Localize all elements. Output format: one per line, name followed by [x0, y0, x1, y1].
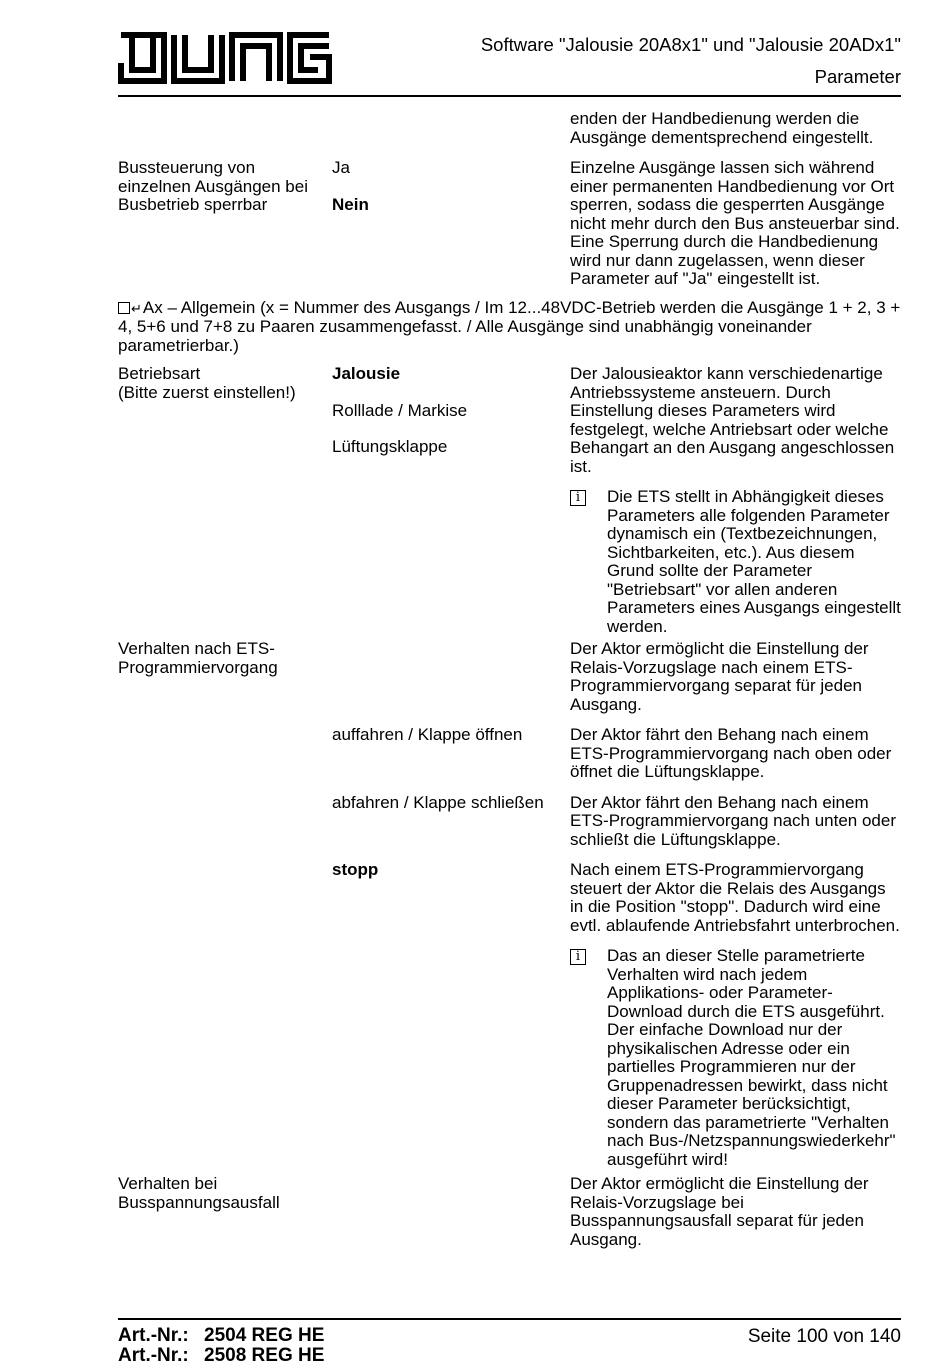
- article-numbers: Art.-Nr.: 2504 REG HE Art.-Nr.: 2508 REG HE: [118, 1325, 325, 1366]
- mode-options: [332, 365, 570, 636]
- busfail-desc: Der Aktor ermöglicht die Einstellung der Relais-Vorzugslage bei Busspannungsausfall separat für jeden Ausgang.: [570, 1174, 869, 1249]
- ets-option-row-3: [118, 861, 901, 1169]
- article-number-1: 2504 REG HE: [204, 1325, 325, 1346]
- parameter-table: [118, 110, 901, 1249]
- mode-note-text: Die ETS stellt in Abhängigkeit dieses Parameters alle folgenden Parameter dynamisch ein (Textbezeichnungen, Sichtbarkeiten, etc.). Aus diesem Grund sollte der Parameter "Betriebsart" vor allen anderen Parameters eines Ausgangs eingestellt werden.: [607, 487, 901, 636]
- info-icon: i: [570, 490, 586, 506]
- busfail-param: Verhalten bei Busspannungsausfall: [118, 1174, 280, 1212]
- ets-note: [570, 947, 901, 1169]
- bus-lock-row: [118, 159, 901, 289]
- busfail-row: [118, 1175, 901, 1249]
- option-abfahren-desc: Der Aktor fährt den Behang nach einem ETS-Programmiervorgang nach unten oder schließt die Lüftungsklappe.: [570, 792, 896, 849]
- mode-param: Betriebsart (Bitte zuerst einstellen!): [118, 364, 296, 402]
- bus-lock-param: Bussteuerung von einzelnen Ausgängen bei Busbetrieb sperrbar: [118, 158, 308, 214]
- option-auffahren-desc: Der Aktor fährt den Behang nach einem ETS-Programmiervorgang nach oben oder öffnet die Lüftungsklappe.: [570, 725, 892, 781]
- ets-param: Verhalten nach ETS-Programmiervorgang: [118, 639, 278, 677]
- option-rolllade: Rolllade / Markise: [332, 400, 468, 420]
- article-number-2: 2508 REG HE: [204, 1345, 325, 1366]
- option-auffahren: auffahren / Klappe öffnen: [332, 725, 523, 744]
- footer-divider: [118, 1318, 901, 1320]
- ets-option-row-2: [118, 794, 901, 850]
- page-number: Seite 100 von 140: [747, 1326, 901, 1347]
- ets-option-row-1: [118, 726, 901, 782]
- ets-note-text: Das an dieser Stelle parametrierte Verhalten wird nach jedem Applikations- oder Parameter-Download durch die ETS ausgeführt. Der einfache Download nur der physikalischen Adresse oder ein partielles Programmieren nur der Gruppenadressen bewirkt, dass nicht dieser Parameter berücksichtigt, sondern das parametrierte "Verhalten nach Bus-/Netzspannungswiederkehr" ausgeführt wird!: [607, 946, 896, 1169]
- mode-note: [570, 488, 901, 636]
- ets-desc: Der Aktor ermöglicht die Einstellung der Relais-Vorzugslage nach einem ETS-Programmiervorgang separat für jeden Ausgang.: [570, 639, 869, 714]
- option-stopp-desc: Nach einem ETS-Programmiervorgang steuert der Aktor die Relais des Ausgangs in die Position "stopp". Dadurch wird eine evtl. ablaufende Antriebsfahrt unterbrochen.: [570, 860, 900, 935]
- ets-stopp-col: [570, 861, 901, 1169]
- info-icon: i: [570, 949, 586, 965]
- option-lueftungsklappe: Lüftungsklappe: [332, 437, 448, 456]
- option-ja: Ja: [332, 158, 350, 177]
- mode-desc: Der Jalousieaktor kann verschiedenartige Antriebssysteme ansteuern. Durch Einstellung dieses Parameters wird festgelegt, welche Antriebsart oder welche Behangart an den Ausgang angeschlossen ist.: [570, 364, 895, 476]
- section-heading: ↵Ax – Allgemein (x = Nummer des Ausgangs / Im 12...48VDC-Betrieb werden die Ausgänge 1 + 2, 3 + 4, 5+6 und 7+8 zu Paaren zusammengefasst. / Alle Ausgänge sind unabhängig voneinander parametrierbar.): [118, 297, 901, 355]
- continuation-row: [118, 110, 901, 147]
- bus-lock-options: [332, 159, 570, 289]
- parameter-page-icon: [118, 302, 130, 314]
- jung-logo: [118, 30, 332, 86]
- header-subtitle: Parameter: [814, 66, 901, 87]
- option-nein: Nein: [332, 194, 369, 214]
- return-arrow-icon: ↵: [131, 300, 142, 316]
- continuation-text: enden der Handbedienung werden die Ausgänge dementsprechend eingestellt.: [570, 109, 874, 147]
- mode-row: [118, 365, 901, 636]
- header-divider: [118, 95, 901, 97]
- option-jalousie: Jalousie: [332, 364, 401, 383]
- mode-desc-col: [570, 365, 901, 636]
- ets-row: [118, 640, 901, 714]
- option-stopp: stopp: [332, 860, 379, 879]
- option-abfahren: abfahren / Klappe schließen: [332, 792, 544, 812]
- bus-lock-desc: Einzelne Ausgänge lassen sich während einer permanenten Handbedienung vor Ort sperren, sodass die gesperrten Ausgänge nicht mehr durch den Bus ansteuerbar sind. Eine Sperrung durch die Handbedienung wird nur dann zugelassen, wenn dieser Parameter auf "Ja" eingestellt ist.: [570, 158, 900, 288]
- header-title: Software "Jalousie 20A8x1" und "Jalousie 20ADx1": [480, 34, 901, 55]
